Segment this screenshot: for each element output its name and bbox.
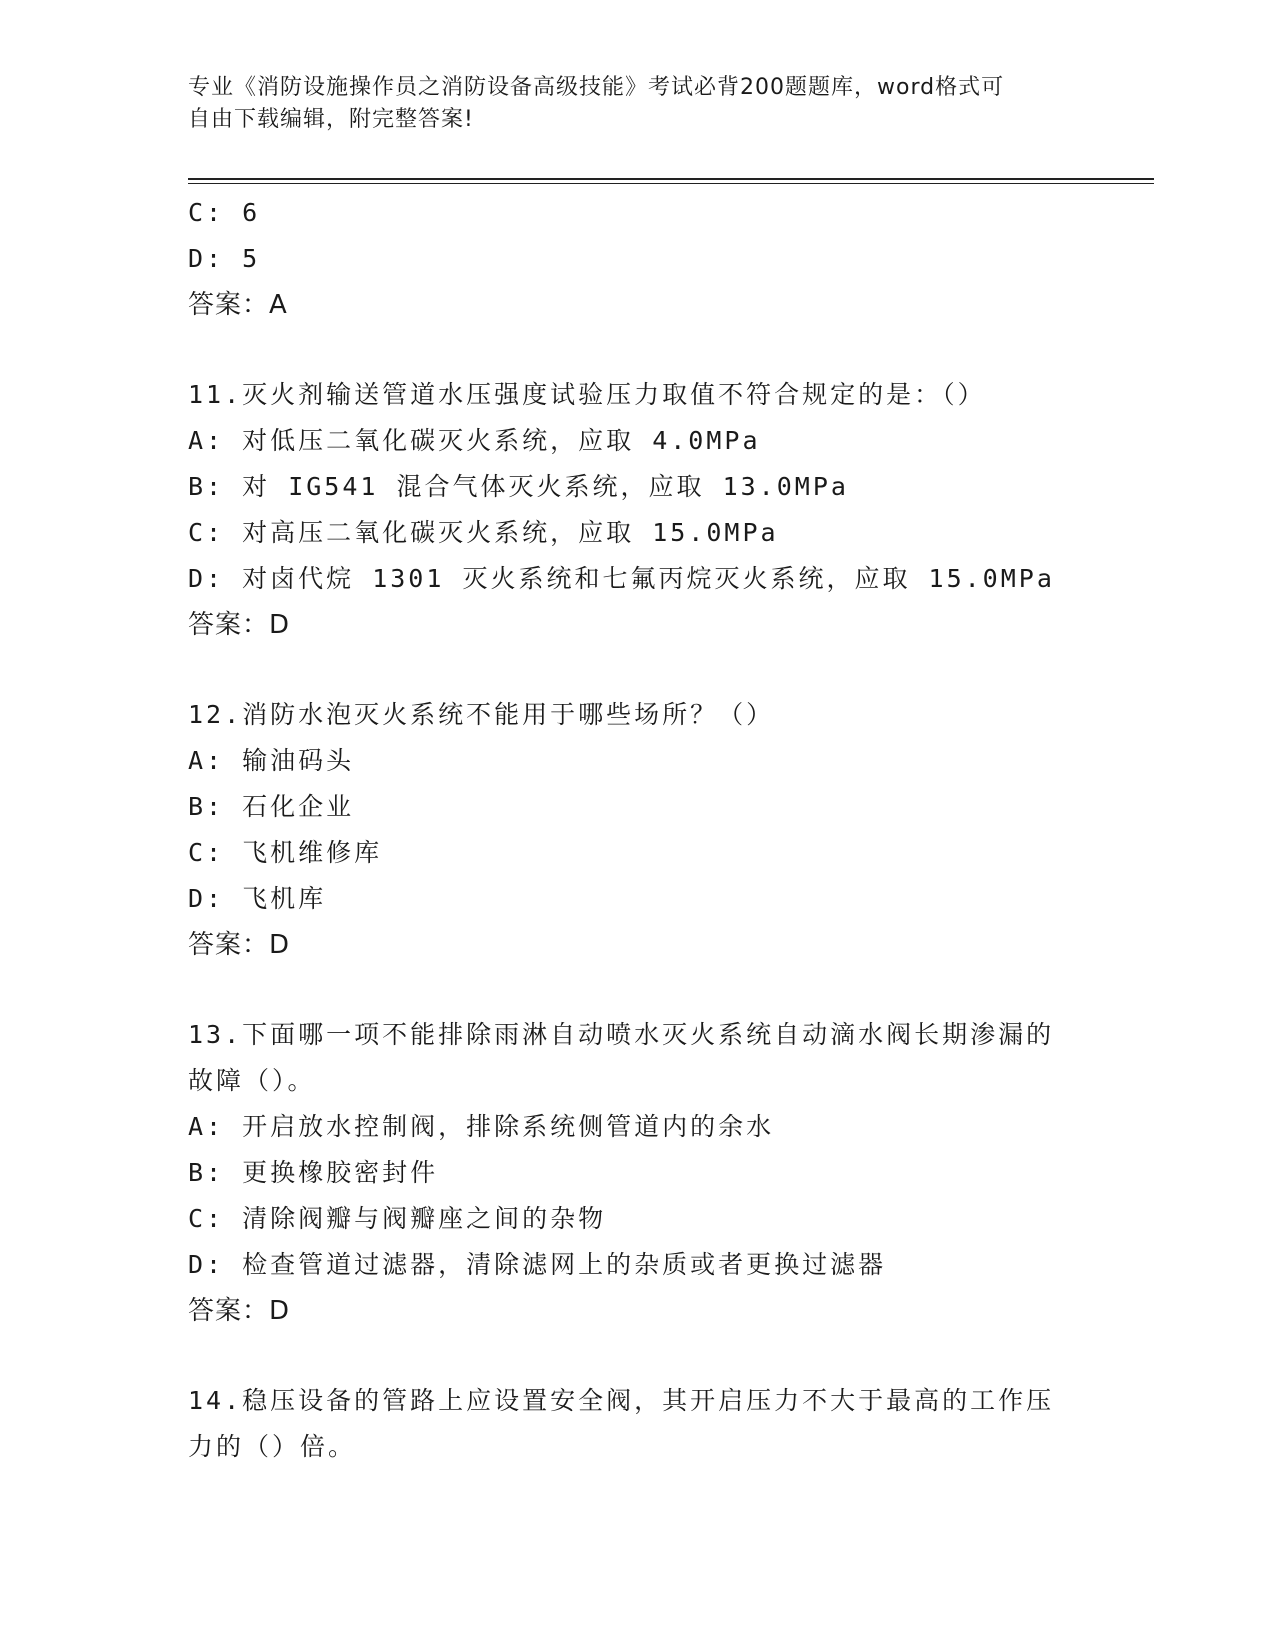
option-a: A: 对低压二氧化碳灭火系统，应取 4.0MPa — [188, 426, 761, 455]
question-text-line-1: 14.稳压设备的管路上应设置安全阀，其开启压力不大于最高的工作压 — [188, 1386, 1055, 1415]
option-d: D: 对卤代烷 1301 灭火系统和七氟丙烷灭火系统，应取 15.0MPa — [188, 564, 1055, 593]
question-14 — [188, 1378, 1088, 1470]
header-line-1: 专业《消防设施操作员之消防设备高级技能》考试必背200题题库，word格式可 — [188, 75, 1005, 100]
question-13 — [188, 1012, 1088, 1334]
option-d: D: 5 — [188, 244, 261, 273]
answer-line: 答案：D — [188, 930, 291, 960]
spacer — [188, 648, 1088, 692]
spacer — [188, 328, 1088, 372]
question-text: 11.灭火剂输送管道水压强度试验压力取值不符合规定的是：（） — [188, 380, 986, 409]
option-a: A: 开启放水控制阀，排除系统侧管道内的余水 — [188, 1112, 775, 1141]
option-c: C: 清除阀瓣与阀瓣座之间的杂物 — [188, 1204, 607, 1233]
question-text-line-2: 故障（）。 — [188, 1066, 316, 1095]
option-d: D: 检查管道过滤器，清除滤网上的杂质或者更换过滤器 — [188, 1250, 887, 1279]
option-a: A: 输油码头 — [188, 746, 355, 775]
header-line-2: 自由下载编辑，附完整答案! — [188, 107, 474, 132]
option-b: B: 对 IG541 混合气体灭火系统，应取 13.0MPa — [188, 472, 849, 501]
option-d: D: 飞机库 — [188, 884, 327, 913]
option-c: C: 飞机维修库 — [188, 838, 383, 867]
question-11 — [188, 372, 1088, 648]
spacer — [188, 968, 1088, 1012]
question-text: 12.消防水泡灭火系统不能用于哪些场所？（） — [188, 700, 775, 729]
previous-question-tail — [188, 190, 1088, 328]
header-divider-thick — [188, 178, 1154, 180]
document-header — [188, 72, 1088, 136]
answer-line: 答案：D — [188, 1296, 291, 1326]
question-text-line-1: 13.下面哪一项不能排除雨淋自动喷水灭火系统自动滴水阀长期渗漏的 — [188, 1020, 1055, 1049]
option-b: B: 石化企业 — [188, 792, 355, 821]
option-c: C: 对高压二氧化碳灭火系统，应取 15.0MPa — [188, 518, 779, 547]
answer-line: 答案：A — [188, 290, 288, 320]
question-12 — [188, 692, 1088, 968]
question-text-line-2: 力的（）倍。 — [188, 1432, 357, 1461]
question-list — [188, 190, 1088, 1470]
answer-line: 答案：D — [188, 610, 291, 640]
option-c: C: 6 — [188, 198, 261, 227]
spacer — [188, 1334, 1088, 1378]
header-divider-thin — [188, 183, 1154, 184]
option-b: B: 更换橡胶密封件 — [188, 1158, 439, 1187]
